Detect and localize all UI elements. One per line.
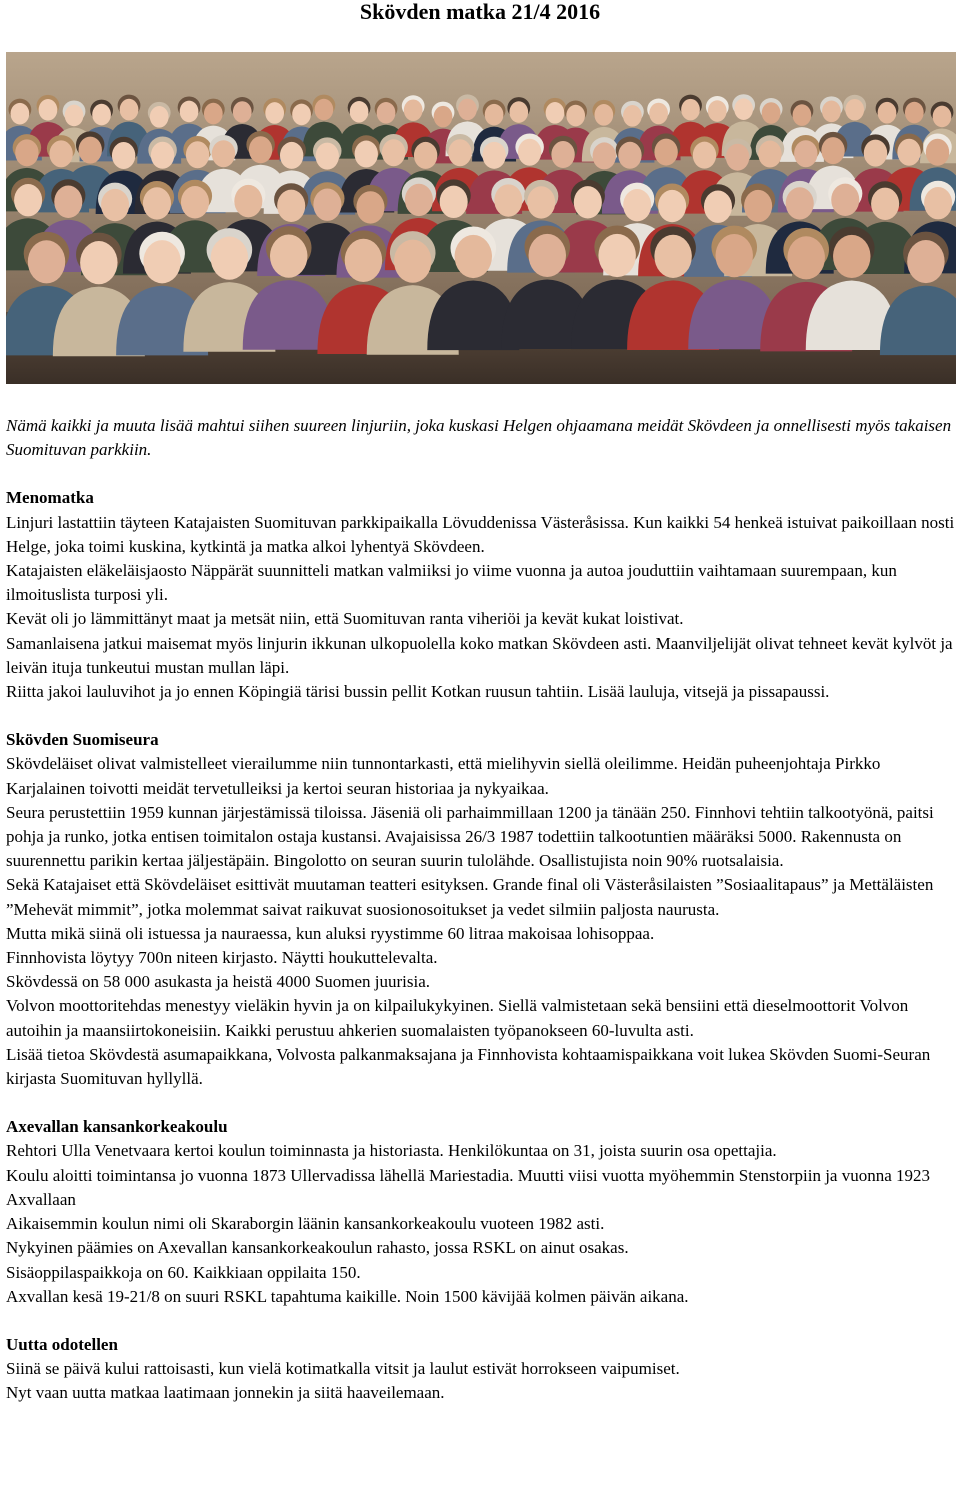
person-face <box>143 240 180 283</box>
paragraph: Seura perustettiin 1959 kunnan järjestämissä tiloissa. Jäseniä oli parhaimmillaan 1200 ja tänään 250. Finnhovi tehtiin talkootyönä, paitsi pohja ja runko, jotka entisen toimitalon ostaja kustansi. Avajaisissa 26/3 1987 todettiin talkootuntien määräksi 5000. Rakennusta on suurennettu parikin kertaa jäljestäpäin. Bingolotto on seuran suurin tulolähde. Osallistujista noin 90% ruotsalaisia. <box>6 802 934 871</box>
person-face <box>280 142 303 169</box>
person-face <box>593 142 616 169</box>
paragraph: Nyt vaan uutta matkaa laatimaan jonnekin ja siitä haaveilemaan. <box>6 1383 445 1403</box>
section-axevallan-kansankorkeakoulu <box>6 1115 958 1309</box>
person-face <box>831 184 859 216</box>
person-face <box>833 235 870 278</box>
person-face <box>926 139 949 166</box>
person-face <box>80 241 117 284</box>
person-face <box>204 103 223 125</box>
paragraph: Axvallan kesä 19-21/8 on suuri RSKL tapahtuma kaikille. Noin 1500 kävijää kolmen päivän aikana. <box>6 1286 689 1306</box>
person-face <box>681 99 700 121</box>
person-face <box>151 142 174 169</box>
person-face <box>434 106 453 128</box>
person-face <box>704 191 732 223</box>
person-face <box>39 99 58 121</box>
paragraph: Linjuri lastattiin täyteen Katajaisten Suomituvan parkkipaikalla Lövuddenissa Västeråsissa. Kun kaikki 54 henkeä istuivat paikoillaan nosti Helge, joka toimi kuskina, kytkintä ja matka alkoi lyhentyä Skövdeen. <box>6 512 955 556</box>
person-face <box>277 190 305 222</box>
person-face <box>822 101 841 123</box>
paragraph: Siinä se päivä kului rattoisasti, kun vielä kotimatkalla vitsit ja laulut estivät horrokseen vaipumiset. <box>6 1359 680 1379</box>
person-face <box>654 235 691 278</box>
person-face <box>350 101 369 123</box>
person-face <box>574 186 602 218</box>
person-face <box>734 98 753 120</box>
person-face <box>316 143 339 170</box>
article-body <box>6 414 958 1406</box>
person-face <box>313 189 341 221</box>
person-face <box>864 140 887 167</box>
person-face <box>382 139 405 166</box>
person-face <box>551 141 574 168</box>
person-face <box>618 142 641 169</box>
paragraph: Volvon moottoritehdas menestyy vieläkin hyvin ja on kilpailukykyinen. Siellä valmistetaan sekä bensiini että dieselmoottorit Volvon autoihin ja maansiirtokoneisiin. Kaikki perustuu ahkerien suomalaisten työpanokseen 60-luvulta asti. <box>6 996 909 1040</box>
person-face <box>181 186 209 218</box>
person-face <box>845 99 864 121</box>
person-face <box>546 102 565 124</box>
person-face <box>658 190 686 222</box>
person-face <box>455 235 492 278</box>
person-face <box>693 142 716 169</box>
spacer <box>6 462 958 486</box>
spacer <box>6 1091 958 1115</box>
paragraph: Finnhovista löytyy 700n niteen kirjasto. Näytti houkuttelevalta. <box>6 948 438 968</box>
person-face <box>494 184 522 216</box>
person-face <box>793 104 812 126</box>
person-face <box>448 139 471 166</box>
person-face <box>315 99 334 121</box>
section-heading: Axevallan kansankorkeakoulu <box>6 1117 228 1137</box>
person-face <box>924 187 952 219</box>
page-title: Skövden matka 21/4 2016 <box>359 0 601 24</box>
person-face <box>623 189 651 221</box>
paragraph: Katajaisten eläkeläisjaosto Näppärät suunnitteli matkan valmiiksi jo viime vuonna ja autoa jouduttiin vaihtamaan suurempaan, kun ilmoituslista turposi yli. <box>6 561 897 605</box>
person-face <box>394 240 431 283</box>
person-face <box>28 240 65 283</box>
person-face <box>821 137 844 164</box>
person-face <box>414 142 437 169</box>
person-face <box>794 140 817 167</box>
person-face <box>744 190 772 222</box>
person-face <box>79 137 102 164</box>
spacer <box>6 1309 958 1333</box>
person-face <box>150 106 169 128</box>
person-face <box>292 104 311 126</box>
paragraph: Lisää tietoa Skövdestä asumapaikkana, Volvosta palkanmaksajana ja Finnhovista kohtaamispaikkana voit lukea Skövden Suomi-Seuran kirjasta Suomituvan hyllyllä. <box>6 1044 931 1089</box>
person-face <box>933 106 952 128</box>
person-face <box>143 187 171 219</box>
paragraph: Skövdessä on 58 000 asukasta ja heistä 4000 Suomen juurisia. <box>6 972 431 992</box>
person-face <box>211 237 248 280</box>
paragraph: Sekä Katajaiset että Skövdeläiset esittivät muutaman teatteri esityksen. Grande final oli Västeråsilaisten ”Sosiaalitapaus” ja Mettäläisten ”Mehevät mimmit”, jotka molemmat saivat raikuvat suosionosoitukset ja vedet silmiin paljosta naurusta. <box>6 875 934 919</box>
person-face <box>440 186 468 218</box>
section-uutta-odotellen <box>6 1333 958 1406</box>
person-face <box>762 102 781 124</box>
person-face <box>54 186 82 218</box>
person-face <box>234 185 262 217</box>
person-face <box>377 102 396 124</box>
person-face <box>355 141 378 168</box>
section-heading: Menomatka <box>6 488 94 508</box>
person-face <box>11 103 30 125</box>
person-face <box>897 139 920 166</box>
paragraph: Skövdeläiset olivat valmistelleet vierailumme niin tunnontarkasti, että mielihyvin siellä oleilimme. Heidän puheenjohtaja Pirkko Karjalainen toivotti meidät tervetulleiksi ja kertoi seuran historiaa ja nykyaikaa. <box>6 754 881 798</box>
photo-caption: Nämä kaikki ja muuta lisää mahtui siihen suureen linjuriin, joka kuskasi Helgen ohjaamana meidät Skövdeen ja onnellisesti myös takaisen Suomituvan parkkiin. <box>6 416 952 460</box>
person-face <box>101 189 129 221</box>
person-face <box>708 100 727 122</box>
person-face <box>527 186 555 218</box>
paragraph: Kevät oli jo lämmittänyt maat ja metsät niin, että Suomituvan ranta viheriöi ja kevät kukat loistivat. <box>6 609 684 629</box>
paragraph: Riitta jakoi lauluvihot ja jo ennen Köpingiä tärisi bussin pellit Kotkan ruusun tahtiin. Lisää lauluja, vitsejä ja pissapaussi. <box>6 682 830 702</box>
person-face <box>905 102 924 124</box>
group-photo <box>6 52 956 384</box>
person-face <box>509 101 528 123</box>
person-face <box>485 104 504 126</box>
person-face <box>14 184 42 216</box>
person-face <box>566 105 585 127</box>
person-face <box>345 239 382 282</box>
person-face <box>186 141 209 168</box>
person-face <box>233 101 252 123</box>
spacer <box>6 704 958 728</box>
person-face <box>458 99 477 121</box>
paragraph: Nykyinen päämies on Axevallan kansankorkeakoulun rahasto, jossa RSKL on ainut osakas. <box>6 1238 629 1258</box>
person-face <box>529 234 566 277</box>
paragraph: Aikaisemmin koulun nimi oli Skaraborgin läänin kansankorkeakoulu vuoteen 1982 asti. <box>6 1214 605 1234</box>
person-face <box>249 136 272 163</box>
person-face <box>180 101 199 123</box>
person-face <box>120 99 139 121</box>
person-face <box>787 236 824 279</box>
section-skovden-suomiseura <box>6 728 958 1091</box>
person-face <box>92 104 111 126</box>
person-face <box>594 104 613 126</box>
person-face <box>878 102 897 124</box>
paragraph: Mutta mikä siinä oli istuessa ja nauraessa, kun aluksi ryystimme 60 litraa makoisaa lohisoppaa. <box>6 923 655 943</box>
person-face <box>405 184 433 216</box>
person-face <box>871 188 899 220</box>
person-face <box>15 139 38 166</box>
person-face <box>212 140 235 167</box>
section-heading: Uutta odotellen <box>6 1334 118 1354</box>
person-face <box>649 103 668 125</box>
section-heading: Skövden Suomiseura <box>6 730 159 750</box>
paragraph: Rehtori Ulla Venetvaara kertoi koulun toiminnasta ja historiasta. Henkilökuntaa on 31, joista suurin osa opettajia. <box>6 1141 777 1161</box>
paragraph: Koulu aloitti toimintansa jo vuonna 1873 Ullervadissa lähellä Mariestadia. Muutti viisi vuotta myöhemmin Stenstorpiin ja vuonna 1923 Axvallaan <box>6 1165 931 1209</box>
person-face <box>907 240 944 283</box>
person-face <box>623 105 642 127</box>
section-menomatka <box>6 486 958 704</box>
person-face <box>726 144 749 171</box>
person-face <box>786 187 814 219</box>
person-face <box>654 139 677 166</box>
person-face <box>265 102 284 124</box>
person-face <box>482 142 505 169</box>
person-face <box>65 105 84 127</box>
person-face <box>49 140 72 167</box>
person-face <box>598 234 635 277</box>
person-face <box>356 191 384 223</box>
person-face <box>518 139 541 166</box>
person-face <box>404 99 423 121</box>
paragraph: Samanlaisena jatkui maisemat myös linjurin ikkunan ulkopuolella koko matkan Skövdeen asti. Maanviljelijät olivat tehneet kevät kylvöt ja leivän ituja tunkeutui mustan mullan läpi. <box>6 633 953 677</box>
person-face <box>716 234 753 277</box>
person-face <box>758 141 781 168</box>
person-face <box>112 142 135 169</box>
paragraph: Sisäoppilaspaikkoja on 60. Kaikkiaan oppilaita 150. <box>6 1262 361 1282</box>
person-face <box>270 235 307 278</box>
